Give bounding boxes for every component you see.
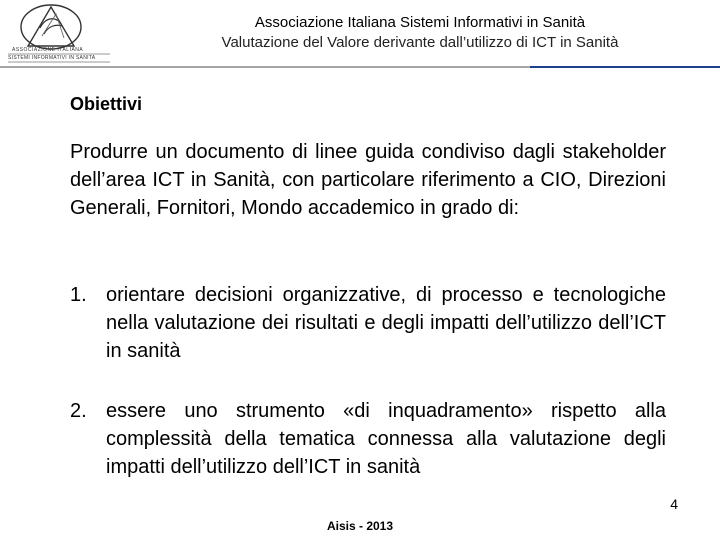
list-item-text: essere uno strumento «di inquadramento» rispetto alla complessità della tematica connessa alla valutazione degli impatti dell’utilizzo dell’ICT in sanità xyxy=(106,400,666,478)
list-item-text: orientare decisioni organizzative, di processo e tecnologiche nella valutazione dei risultati e degli impatti dell’utilizzo dell’ICT in sanità xyxy=(106,284,666,362)
list-item xyxy=(70,397,666,481)
list-item xyxy=(70,281,666,365)
header-title: Associazione Italiana Sistemi Informativi in Sanità xyxy=(254,14,586,31)
logo-text-line1: ASSOCIAZIONE ITALIANA xyxy=(12,47,84,53)
intro-paragraph: Produrre un documento di linee guida condiviso dagli stakeholder dell’area ICT in Sanità, con particolare riferimento a CIO, Direzioni Generali, Fornitori, Mondo accademico in grado di: xyxy=(70,141,666,219)
section-title: Obiettivi xyxy=(70,94,143,114)
aisis-logo xyxy=(6,2,116,68)
logo-text-line2: SISTEMI INFORMATIVI IN SANITA xyxy=(8,55,96,61)
page-number: 4 xyxy=(670,496,678,512)
header-rule xyxy=(0,64,720,70)
header-subtitle: Valutazione del Valore derivante dall’utilizzo di ICT in Sanità xyxy=(221,34,619,51)
footer-text: Aisis - 2013 xyxy=(326,519,394,533)
list-item-number: 2. xyxy=(70,400,87,422)
list-item-number: 1. xyxy=(70,284,87,306)
